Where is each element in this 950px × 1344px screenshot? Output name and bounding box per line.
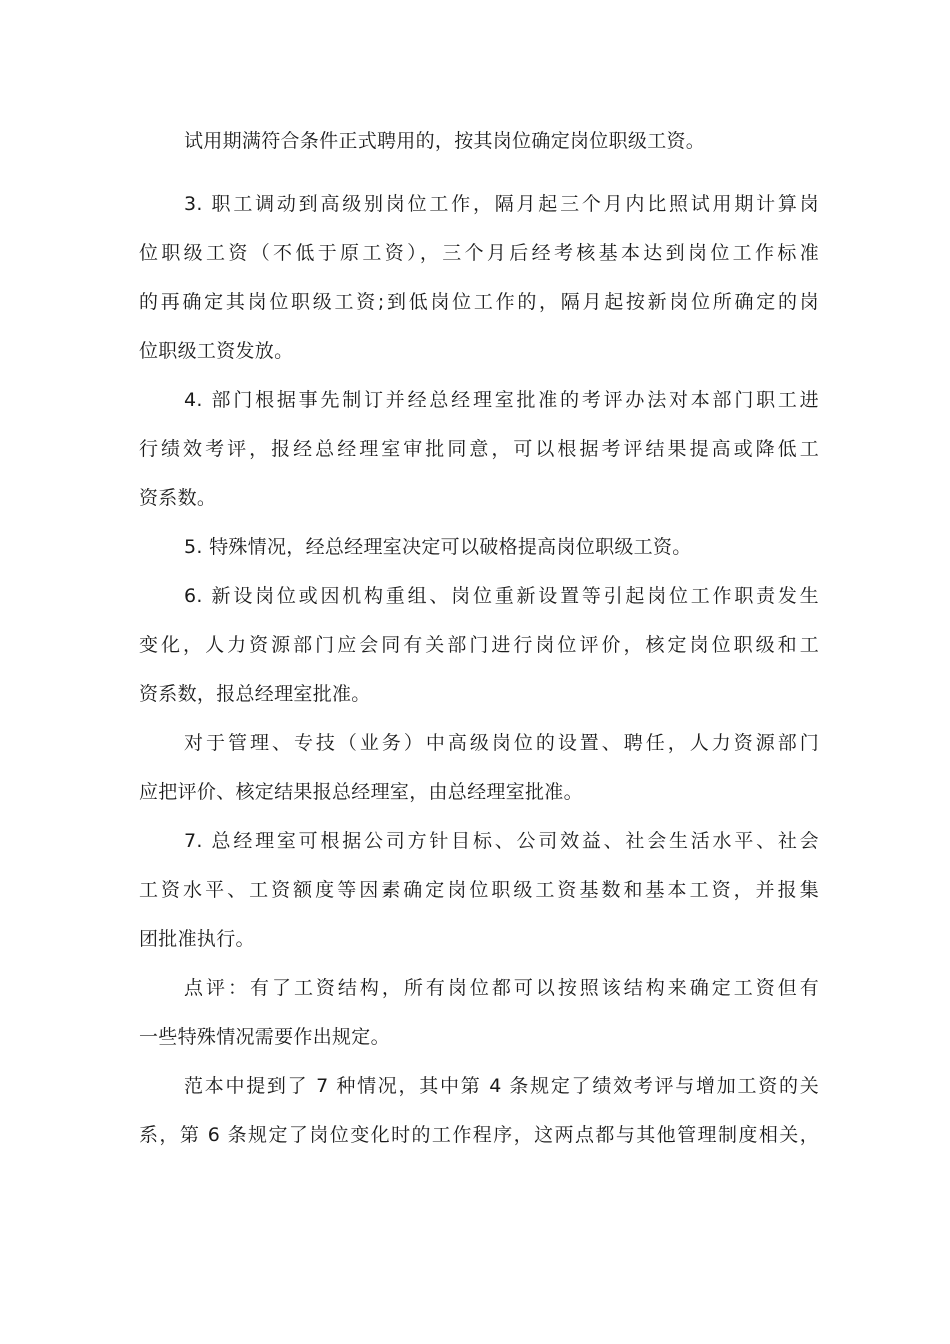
text-line: 资系数。 — [139, 487, 217, 509]
text-line: 范本中提到了 7 种情况，其中第 4 条规定了绩效考评与增加工资的关 — [184, 1075, 819, 1097]
text-line: 资系数，报总经理室批准。 — [139, 683, 371, 705]
text-line: 的再确定其岗位职级工资;到低岗位工作的，隔月起按新岗位所确定的岗 — [139, 291, 819, 313]
text-line: 6. 新设岗位或因机构重组、岗位重新设置等引起岗位工作职责发生 — [184, 585, 819, 607]
text-line: 4. 部门根据事先制订并经总经理室批准的考评办法对本部门职工进 — [184, 389, 819, 411]
text-line: 位职级工资发放。 — [139, 340, 294, 362]
text-line: 一些特殊情况需要作出规定。 — [139, 1026, 390, 1048]
text-line: 系，第 6 条规定了岗位变化时的工作程序，这两点都与其他管理制度相关， — [139, 1124, 819, 1146]
text-line: 工资水平、工资额度等因素确定岗位职级工资基数和基本工资，并报集 — [139, 879, 819, 901]
text-line: 位职级工资（不低于原工资），三个月后经考核基本达到岗位工作标准 — [139, 242, 819, 264]
text-line: 变化，人力资源部门应会同有关部门进行岗位评价，核定岗位职级和工 — [139, 634, 819, 656]
text-line: 5. 特殊情况，经总经理室决定可以破格提高岗位职级工资。 — [184, 536, 692, 558]
text-line: 7. 总经理室可根据公司方针目标、公司效益、社会生活水平、社会 — [184, 830, 819, 852]
text-line: 团批准执行。 — [139, 928, 255, 950]
text-line: 3. 职工调动到高级别岗位工作，隔月起三个月内比照试用期计算岗 — [184, 193, 819, 215]
text-line: 行绩效考评，报经总经理室审批同意，可以根据考评结果提高或降低工 — [139, 438, 819, 460]
text-line: 对于管理、专技（业务）中高级岗位的设置、聘任，人力资源部门 — [184, 732, 819, 754]
text-line: 点评：有了工资结构，所有岗位都可以按照该结构来确定工资但有 — [184, 977, 819, 999]
text-line: 试用期满符合条件正式聘用的，按其岗位确定岗位职级工资。 — [184, 130, 706, 152]
text-line: 应把评价、核定结果报总经理室，由总经理室批准。 — [139, 781, 583, 803]
